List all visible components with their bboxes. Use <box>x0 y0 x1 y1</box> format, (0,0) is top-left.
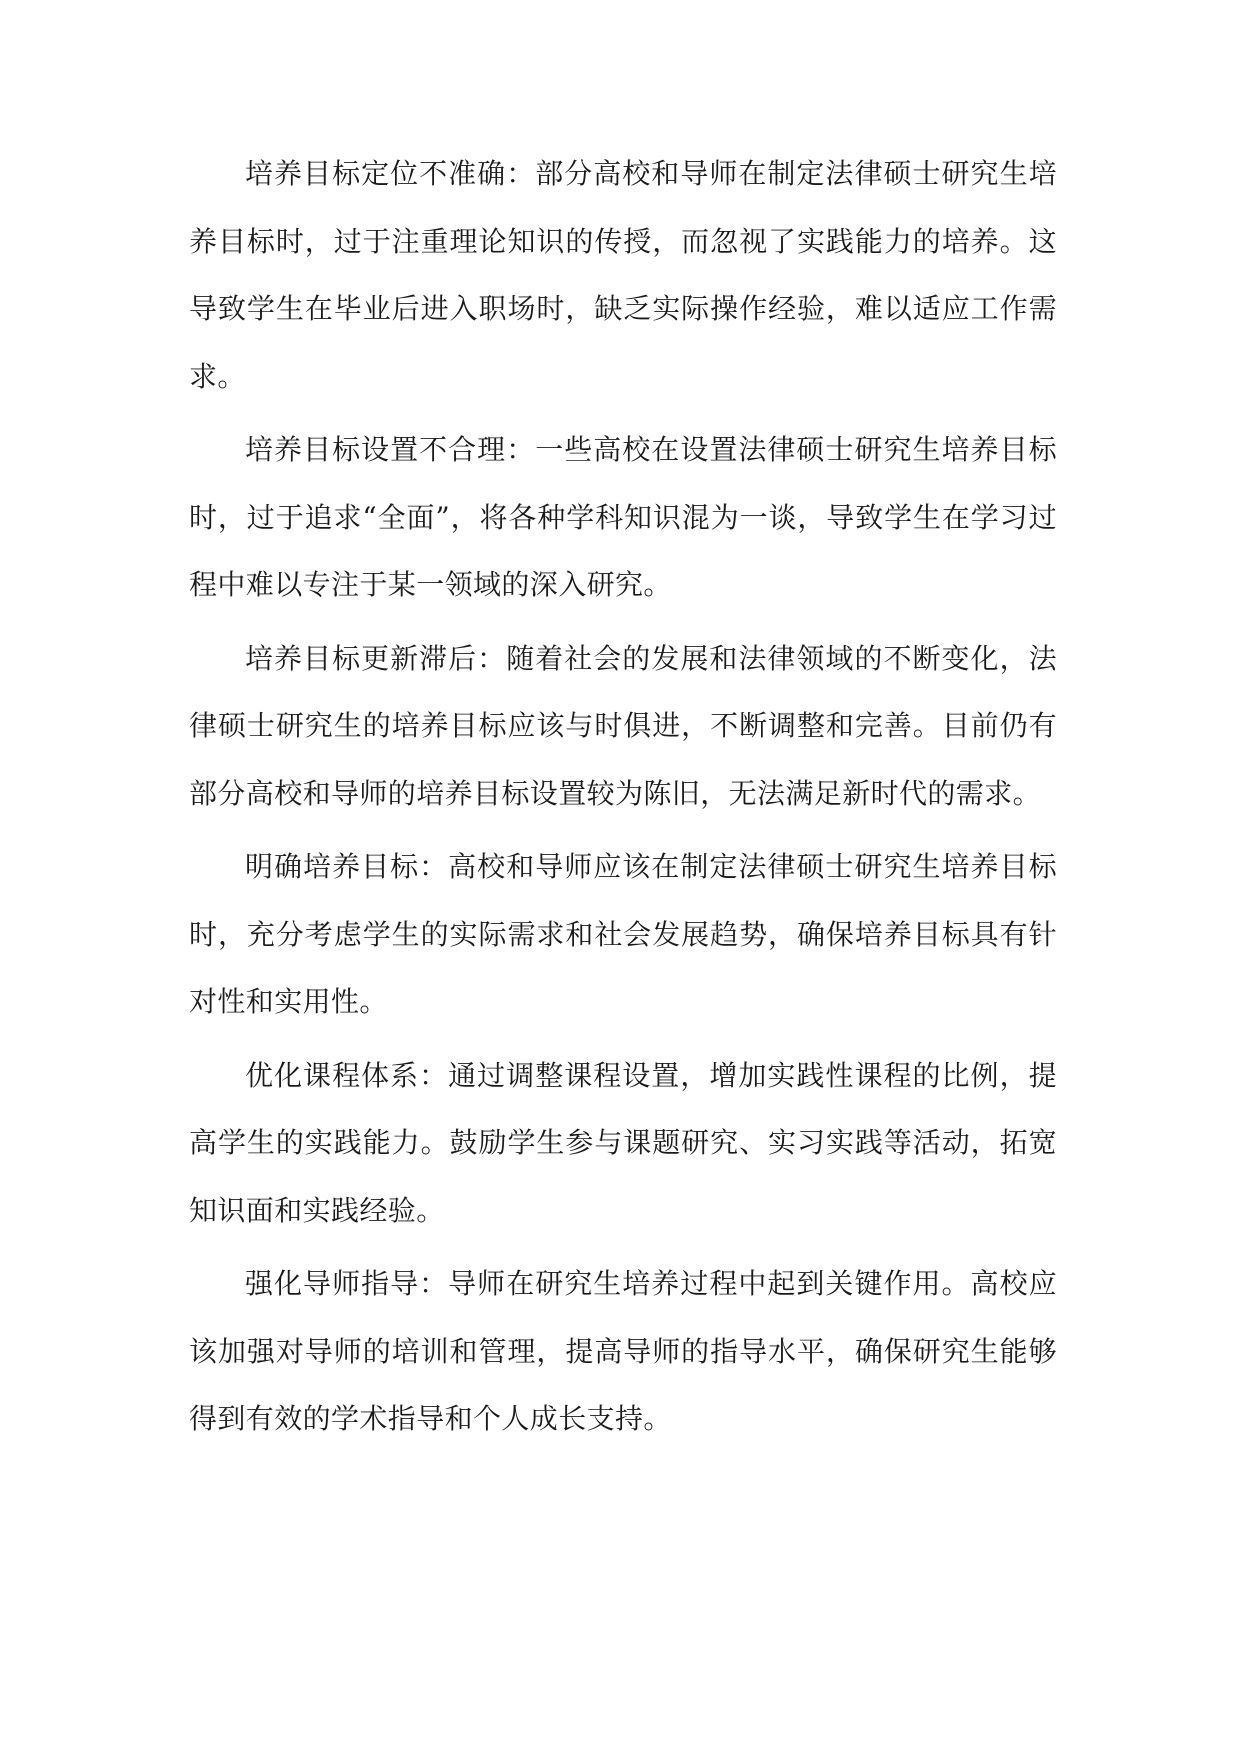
paragraph-5: 优化课程体系：通过调整课程设置，增加实践性课程的比例，提高学生的实践能力。鼓励学生参与课题研究、实习实践等活动，拓宽知识面和实践经验。 <box>189 1058 1057 1227</box>
paragraph-6: 强化导师指导：导师在研究生培养过程中起到关键作用。高校应该加强对导师的培训和管理，提高导师的指导水平，确保研究生能够得到有效的学术指导和个人成长支持。 <box>189 1267 1057 1435</box>
paragraph-4: 明确培养目标：高校和导师应该在制定法律硕士研究生培养目标时，充分考虑学生的实际需求和社会发展趋势，确保培养目标具有针对性和实用性。 <box>189 850 1057 1018</box>
paragraph-3: 培养目标更新滞后：随着社会的发展和法律领域的不断变化，法律硕士研究生的培养目标应该与时俱进，不断调整和完善。目前仍有部分高校和导师的培养目标设置较为陈旧，无法满足新时代的需求。 <box>189 641 1057 810</box>
paragraph-2: 培养目标设置不合理：一些高校在设置法律硕士研究生培养目标时，过于追求“全面”，将各种学科知识混为一谈，导致学生在学习过程中难以专注于某一领域的深入研究。 <box>189 433 1057 601</box>
document-body <box>189 140 1057 1459</box>
paragraph-1: 培养目标定位不准确：部分高校和导师在制定法律硕士研究生培养目标时，过于注重理论知识的传授，而忽视了实践能力的培养。这导致学生在毕业后进入职场时，缺乏实际操作经验，难以适应工作需求。 <box>189 157 1057 393</box>
